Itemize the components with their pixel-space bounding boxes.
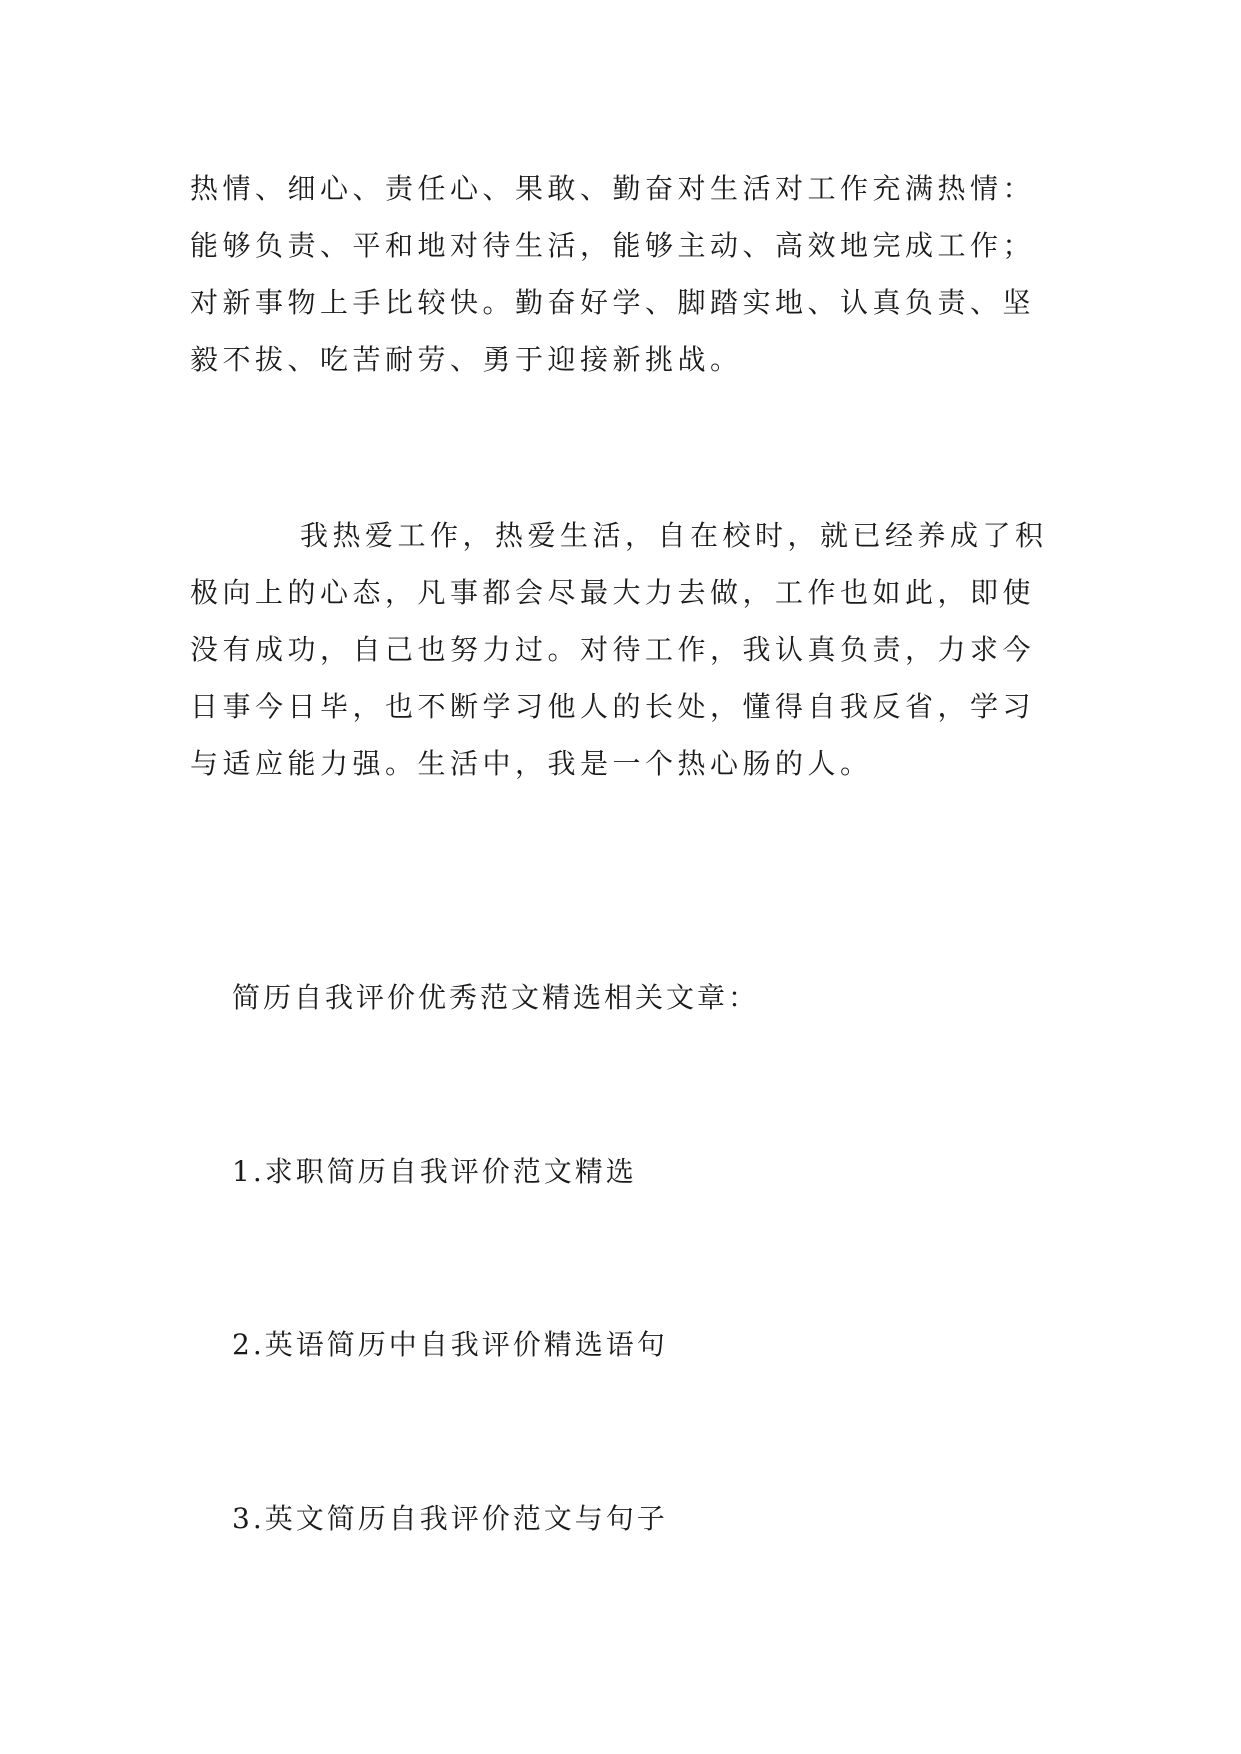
paragraph-work-attitude (190, 507, 1060, 792)
paragraph-line: 能够负责、平和地对待生活，能够主动、高效地完成工作； (190, 229, 1036, 262)
paragraph-line: 日事今日毕，也不断学习他人的长处，懂得自我反省，学习 (190, 690, 1036, 723)
paragraph-line: 极向上的心态，凡事都会尽最大力去做，工作也如此，即使 (190, 576, 1036, 609)
paragraph-line: 热情、细心、责任心、果敢、勤奋对生活对工作充满热情： (190, 172, 1036, 205)
paragraph-line: 没有成功，自己也努力过。对待工作，我认真负责，力求今 (190, 633, 1036, 666)
related-article-link[interactable]: 3.英文简历自我评价范文与句子 (232, 1502, 668, 1535)
paragraph-line: 我热爱工作，热爱生活，自在校时，就已经养成了积 (300, 519, 1048, 552)
related-article-link[interactable]: 1.求职简历自我评价范文精选 (232, 1155, 637, 1188)
paragraph-line: 与适应能力强。生活中，我是一个热心肠的人。 (190, 747, 873, 780)
related-article-link[interactable]: 2.英语简历中自我评价精选语句 (232, 1328, 668, 1361)
paragraph-line: 对新事物上手比较快。勤奋好学、脚踏实地、认真负责、坚 (190, 286, 1036, 319)
paragraph-personality (190, 160, 1060, 388)
paragraph-line: 毅不拔、吃苦耐劳、勇于迎接新挑战。 (190, 343, 743, 376)
related-articles-heading: 简历自我评价优秀范文精选相关文章： (232, 981, 760, 1014)
